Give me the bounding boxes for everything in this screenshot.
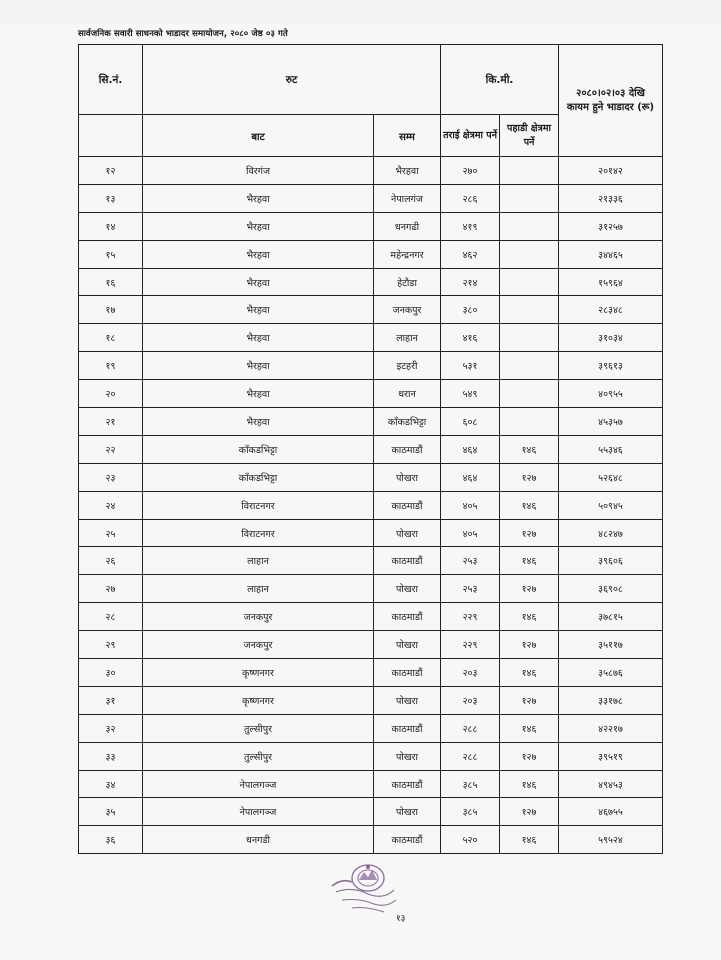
fare-cell: २८३४८ xyxy=(559,296,663,324)
header-serial: सि.नं. xyxy=(79,45,143,115)
from-cell: भैरहवा xyxy=(143,380,374,408)
table-row xyxy=(79,240,663,268)
km-hill-cell: १२७ xyxy=(500,631,559,659)
km-terai-cell: ५४९ xyxy=(441,380,500,408)
to-cell: काठमाडौं xyxy=(374,826,441,854)
km-terai-cell: २५३ xyxy=(441,547,500,575)
from-cell: काँकडभिट्टा xyxy=(143,435,374,463)
from-cell: विरगंज xyxy=(143,157,374,185)
km-terai-cell: ४०५ xyxy=(441,519,500,547)
serial-cell: २१ xyxy=(79,408,143,436)
to-cell: पोखरा xyxy=(374,519,441,547)
serial-cell: १५ xyxy=(79,240,143,268)
to-cell: इटहरी xyxy=(374,352,441,380)
from-cell: भैरहवा xyxy=(143,184,374,212)
table-row xyxy=(79,686,663,714)
km-hill-cell: १४६ xyxy=(500,659,559,687)
serial-cell: २६ xyxy=(79,547,143,575)
table-row xyxy=(79,631,663,659)
km-hill-cell xyxy=(500,240,559,268)
km-hill-cell xyxy=(500,352,559,380)
serial-cell: ३२ xyxy=(79,714,143,742)
table-row xyxy=(79,547,663,575)
table-row xyxy=(79,380,663,408)
from-cell: भैरहवा xyxy=(143,296,374,324)
fare-cell: २१३३६ xyxy=(559,184,663,212)
header-km: कि.मी. xyxy=(441,45,559,115)
table-row xyxy=(79,659,663,687)
to-cell: पोखरा xyxy=(374,463,441,491)
serial-cell: २३ xyxy=(79,463,143,491)
km-terai-cell: ४०५ xyxy=(441,491,500,519)
serial-cell: १७ xyxy=(79,296,143,324)
from-cell: जनकपुर xyxy=(143,631,374,659)
to-cell: पोखरा xyxy=(374,742,441,770)
serial-cell: ३१ xyxy=(79,686,143,714)
km-hill-cell: १२७ xyxy=(500,575,559,603)
km-hill-cell: १४६ xyxy=(500,714,559,742)
km-hill-cell xyxy=(500,296,559,324)
to-cell: महेन्द्रनगर xyxy=(374,240,441,268)
serial-cell: २८ xyxy=(79,603,143,631)
fare-cell: ३९६०६ xyxy=(559,547,663,575)
km-terai-cell: ३८० xyxy=(441,296,500,324)
table-row xyxy=(79,212,663,240)
from-cell: लाहान xyxy=(143,575,374,603)
page-number: १३ xyxy=(396,914,406,924)
fare-cell: ५५३४६ xyxy=(559,435,663,463)
table-row xyxy=(79,435,663,463)
serial-cell: १२ xyxy=(79,157,143,185)
fare-cell: ३५८७६ xyxy=(559,659,663,687)
km-terai-cell: २२९ xyxy=(441,603,500,631)
header-fare: २०८०।०२।०३ देखि कायम हुने भाडादर (रू) xyxy=(559,45,663,157)
km-terai-cell: ४६४ xyxy=(441,435,500,463)
table-row xyxy=(79,798,663,826)
from-cell: काँकडभिट्टा xyxy=(143,463,374,491)
from-cell: भैरहवा xyxy=(143,324,374,352)
from-cell: नेपालगञ्ज xyxy=(143,798,374,826)
table-row xyxy=(79,408,663,436)
km-terai-cell: ४६४ xyxy=(441,463,500,491)
km-hill-cell: १२७ xyxy=(500,463,559,491)
serial-cell: १८ xyxy=(79,324,143,352)
km-hill-cell: १२७ xyxy=(500,798,559,826)
serial-cell: २४ xyxy=(79,491,143,519)
serial-cell: २२ xyxy=(79,435,143,463)
header-terai: तराई क्षेत्रमा पर्ने xyxy=(441,115,500,157)
to-cell: नेपालगंज xyxy=(374,184,441,212)
to-cell: पोखरा xyxy=(374,686,441,714)
fare-table xyxy=(78,44,663,854)
to-cell: भैरहवा xyxy=(374,157,441,185)
serial-cell: १९ xyxy=(79,352,143,380)
document-header: सार्वजनिक सवारी साधनको भाडादर समायोजन, २०८० जेष्ठ ०३ गते xyxy=(78,29,288,39)
table-row xyxy=(79,714,663,742)
table-row xyxy=(79,157,663,185)
km-hill-cell: १२७ xyxy=(500,686,559,714)
to-cell: काठमाडौं xyxy=(374,659,441,687)
from-cell: भैरहवा xyxy=(143,352,374,380)
table-row xyxy=(79,491,663,519)
km-terai-cell: २५३ xyxy=(441,575,500,603)
to-cell: काठमाडौं xyxy=(374,770,441,798)
serial-cell: ३० xyxy=(79,659,143,687)
fare-cell: ५०९४५ xyxy=(559,491,663,519)
fare-cell: ३१०३४ xyxy=(559,324,663,352)
from-cell: जनकपुर xyxy=(143,603,374,631)
to-cell: काँकडभिट्टा xyxy=(374,408,441,436)
to-cell: लाहान xyxy=(374,324,441,352)
km-terai-cell: ३८५ xyxy=(441,770,500,798)
km-hill-cell: १४६ xyxy=(500,826,559,854)
to-cell: हेटौडा xyxy=(374,268,441,296)
fare-cell: ४२२१७ xyxy=(559,714,663,742)
km-hill-cell xyxy=(500,408,559,436)
from-cell: तुल्सीपुर xyxy=(143,714,374,742)
serial-cell: १४ xyxy=(79,212,143,240)
km-terai-cell: ५३१ xyxy=(441,352,500,380)
km-terai-cell: २८८ xyxy=(441,714,500,742)
fare-cell: ४८२४७ xyxy=(559,519,663,547)
serial-cell: १६ xyxy=(79,268,143,296)
fare-cell: १५९६४ xyxy=(559,268,663,296)
fare-cell: ३६९०८ xyxy=(559,575,663,603)
km-terai-cell: ३८५ xyxy=(441,798,500,826)
fare-cell: ३९५१९ xyxy=(559,742,663,770)
km-terai-cell: ४६२ xyxy=(441,240,500,268)
km-terai-cell: २०३ xyxy=(441,659,500,687)
serial-cell: १३ xyxy=(79,184,143,212)
fare-cell: ३३१७८ xyxy=(559,686,663,714)
table-row xyxy=(79,770,663,798)
fare-cell: ३१२५७ xyxy=(559,212,663,240)
fare-cell: ५९५२४ xyxy=(559,826,663,854)
fare-cell: ५२६४८ xyxy=(559,463,663,491)
header-from: बाट xyxy=(143,115,374,157)
to-cell: जनकपुर xyxy=(374,296,441,324)
km-hill-cell: १४६ xyxy=(500,547,559,575)
km-hill-cell: १४६ xyxy=(500,491,559,519)
to-cell: काठमाडौं xyxy=(374,491,441,519)
from-cell: नेपालगञ्ज xyxy=(143,770,374,798)
fare-cell: ४०९५५ xyxy=(559,380,663,408)
km-hill-cell: १४६ xyxy=(500,603,559,631)
km-hill-cell: १४६ xyxy=(500,770,559,798)
serial-cell: २५ xyxy=(79,519,143,547)
from-cell: कृष्णनगर xyxy=(143,659,374,687)
serial-cell: ३४ xyxy=(79,770,143,798)
fare-cell: ४६७५५ xyxy=(559,798,663,826)
from-cell: विराटनगर xyxy=(143,519,374,547)
km-terai-cell: २८८ xyxy=(441,742,500,770)
table-row xyxy=(79,352,663,380)
fare-cell: ३४४६५ xyxy=(559,240,663,268)
km-terai-cell: २७० xyxy=(441,157,500,185)
from-cell: भैरहवा xyxy=(143,240,374,268)
table-row xyxy=(79,184,663,212)
serial-cell: ३५ xyxy=(79,798,143,826)
table-row xyxy=(79,742,663,770)
from-cell: भैरहवा xyxy=(143,408,374,436)
table-row xyxy=(79,296,663,324)
from-cell: भैरहवा xyxy=(143,212,374,240)
km-hill-cell xyxy=(500,380,559,408)
km-terai-cell: २२९ xyxy=(441,631,500,659)
from-cell: विराटनगर xyxy=(143,491,374,519)
serial-cell: ३६ xyxy=(79,826,143,854)
km-hill-cell: १४६ xyxy=(500,435,559,463)
from-cell: कृष्णनगर xyxy=(143,686,374,714)
km-hill-cell xyxy=(500,184,559,212)
to-cell: पोखरा xyxy=(374,631,441,659)
fare-cell: ४९४५३ xyxy=(559,770,663,798)
km-terai-cell: ४१६ xyxy=(441,324,500,352)
table-body xyxy=(79,157,663,854)
fare-cell: २०१४२ xyxy=(559,157,663,185)
to-cell: काठमाडौं xyxy=(374,714,441,742)
to-cell: पोखरा xyxy=(374,798,441,826)
serial-cell: ३३ xyxy=(79,742,143,770)
official-seal-icon xyxy=(328,856,402,916)
to-cell: काठमाडौं xyxy=(374,547,441,575)
km-hill-cell xyxy=(500,268,559,296)
table-row xyxy=(79,519,663,547)
km-terai-cell: ४१९ xyxy=(441,212,500,240)
fare-cell: ३५११७ xyxy=(559,631,663,659)
from-cell: तुल्सीपुर xyxy=(143,742,374,770)
table-row xyxy=(79,268,663,296)
km-terai-cell: २०३ xyxy=(441,686,500,714)
table-row xyxy=(79,575,663,603)
table-row xyxy=(79,463,663,491)
from-cell: लाहान xyxy=(143,547,374,575)
from-cell: भैरहवा xyxy=(143,268,374,296)
km-hill-cell xyxy=(500,212,559,240)
to-cell: धनगढी xyxy=(374,212,441,240)
header-serial-blank xyxy=(79,115,143,157)
km-terai-cell: ५२० xyxy=(441,826,500,854)
top-margin xyxy=(0,0,721,24)
serial-cell: २९ xyxy=(79,631,143,659)
serial-cell: २० xyxy=(79,380,143,408)
from-cell: धनगडी xyxy=(143,826,374,854)
km-hill-cell xyxy=(500,324,559,352)
fare-cell: ४५३५७ xyxy=(559,408,663,436)
km-hill-cell xyxy=(500,157,559,185)
to-cell: काठमाडौं xyxy=(374,603,441,631)
table-row xyxy=(79,603,663,631)
header-to: सम्म xyxy=(374,115,441,157)
to-cell: धरान xyxy=(374,380,441,408)
table-row xyxy=(79,324,663,352)
fare-cell: ३९६१३ xyxy=(559,352,663,380)
fare-cell: ३७८१५ xyxy=(559,603,663,631)
table-row xyxy=(79,826,663,854)
km-hill-cell: १२७ xyxy=(500,742,559,770)
to-cell: पोखरा xyxy=(374,575,441,603)
km-terai-cell: २८६ xyxy=(441,184,500,212)
to-cell: काठमाडौं xyxy=(374,435,441,463)
serial-cell: २७ xyxy=(79,575,143,603)
km-hill-cell: १२७ xyxy=(500,519,559,547)
km-terai-cell: ६०८ xyxy=(441,408,500,436)
header-route: रुट xyxy=(143,45,441,115)
header-hill: पहाडी क्षेत्रमा पर्ने xyxy=(500,115,559,157)
km-terai-cell: २१४ xyxy=(441,268,500,296)
